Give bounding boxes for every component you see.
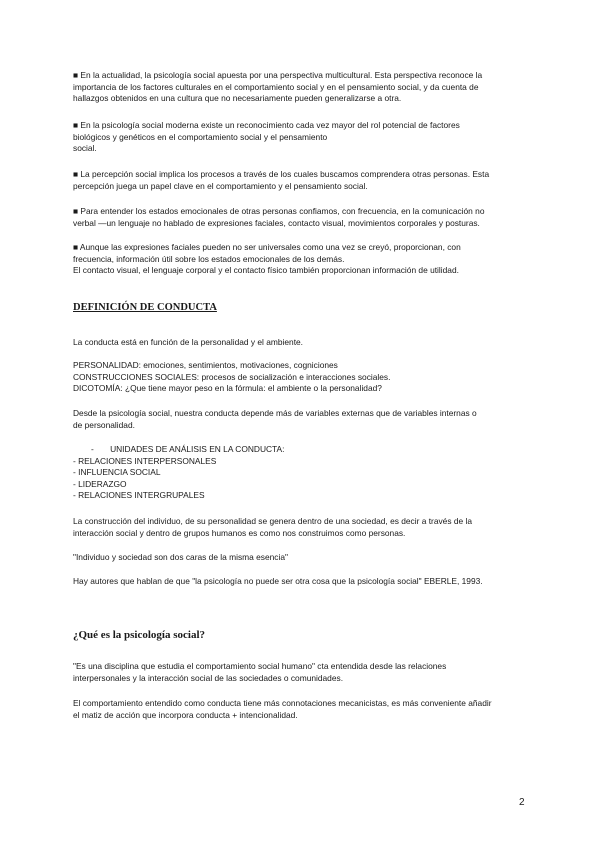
page-number: 2 (519, 797, 525, 808)
authors-paragraph: Hay autores que hablan de que "la psicología no puede ser otra cosa que la psicología social" EBERLE, 1993. (73, 576, 483, 586)
construction-paragraph: La construcción del individuo, de su personalidad se genera dentro de una sociedad, es decir a través de la interacción social y dentro de grupos humanos es como nos construimos como personas. (73, 516, 473, 538)
list-item: - RELACIONES INTERPERSONALES (73, 455, 217, 466)
list-item: - RELACIONES INTERGRUPALES (73, 490, 205, 501)
behavior-paragraph: El comportamiento entendido como conducta tiene más connotaciones mecanicistas, es más conveniente añadir el matiz de acción que incorpora conducta + intencionalidad. (73, 698, 492, 720)
essence-quote: "Individuo y sociedad son dos caras de la misma esencia" (73, 552, 288, 562)
definition-paragraph: "Es una disciplina que estudia el comportamiento social humano" cta entendida desde las relaciones interpersonales y la interacción social de las sociedades o comunidades. (73, 661, 447, 683)
units-heading: - UNIDADES DE ANÁLISIS EN LA CONDUCTA: (91, 444, 285, 454)
list-item: - LIDERAZGO (73, 478, 127, 489)
bullet-social-perception: ■ La percepción social implica los procesos a través de los cuales buscamos comprendera otras personas. Esta percepción juega un papel clave en el comportamiento y el pensamiento social. (73, 169, 490, 191)
bullet-multicultural: ■ En la actualidad, la psicología social apuesta por una perspectiva multicultural. Esta perspectiva reconoce la importancia de los factores culturales en el comportamiento social y en el pensamiento social, y da cuenta de hallazgos obtenidos en una cultura que no necesariamente pueden generalizarse a otra. (73, 70, 483, 104)
bullet-biological: ■ En la psicología social moderna existe un reconocimiento cada vez mayor del rol potencial de factores biológicos y genéticos en el comportamiento social y el pensamiento social. (73, 120, 460, 154)
conducta-intro: La conducta está en función de la personalidad y el ambiente. (73, 337, 304, 347)
units-list (73, 444, 533, 502)
bullet-nonverbal: ■ Para entender los estados emocionales de otras personas confiamos, con frecuencia, en la comunicación no verbal —un lenguaje no hablado de expresiones faciales, contacto visual, movimientos corporales y posturas. (73, 206, 485, 228)
conducta-psych-paragraph: Desde la psicología social, nuestra conducta depende más de variables externas que de variables internas o de personalidad. (73, 408, 477, 430)
list-item: - INFLUENCIA SOCIAL (73, 467, 161, 478)
bullet-facial-expressions: ■ Aunque las expresiones faciales pueden no ser universales como una vez se creyó, proporcionan, con frecuencia, información útil sobre los estados emocionales de los demás. El contacto visual, el lenguaje corporal y el contacto físico también proporcionan información de utilidad. (73, 242, 461, 276)
conducta-definitions: PERSONALIDAD: emociones, sentimientos, motivaciones, cogniciones CONSTRUCCIONES SOCIALES: procesos de socialización e interacciones sociales. DICOTOMÍA: ¿Que tiene mayor peso en la fórmula: el ambiente o la personalidad? (73, 360, 391, 394)
section-title-psicologia-social: ¿Qué es la psicología social? (73, 629, 205, 641)
section-title-conducta: DEFINICIÓN DE CONDUCTA (73, 302, 217, 313)
